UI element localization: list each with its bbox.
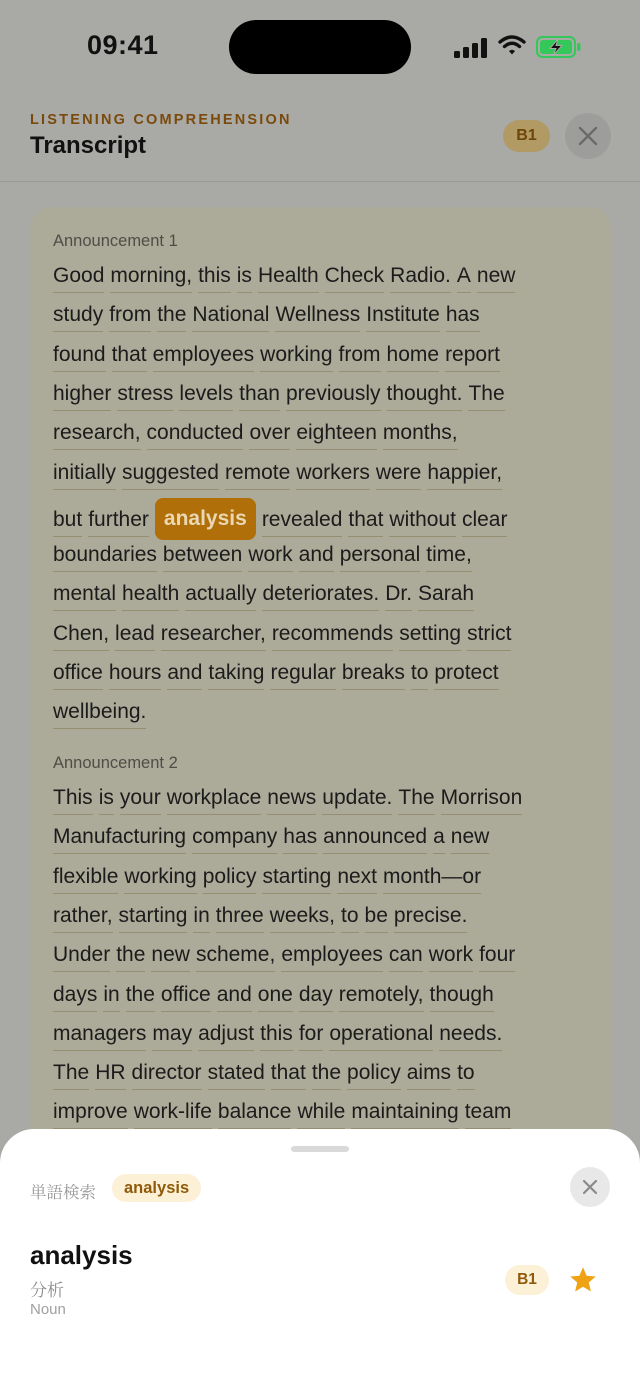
transcript-word[interactable]: work-life: [134, 1099, 212, 1129]
transcript-word[interactable]: stress: [117, 381, 173, 411]
transcript-word[interactable]: and: [299, 542, 334, 572]
transcript-word[interactable]: one: [258, 982, 293, 1012]
transcript-word[interactable]: be: [365, 903, 388, 933]
transcript-word[interactable]: HR: [95, 1060, 125, 1090]
transcript-word[interactable]: working: [124, 864, 196, 894]
transcript-word[interactable]: balance: [218, 1099, 292, 1129]
transcript-word[interactable]: office: [53, 660, 103, 690]
transcript-word[interactable]: suggested: [122, 460, 219, 490]
transcript-word[interactable]: initially: [53, 460, 116, 490]
transcript-word[interactable]: breaks: [342, 660, 405, 690]
transcript-word[interactable]: scheme,: [196, 942, 275, 972]
transcript-word[interactable]: conducted: [147, 420, 244, 450]
word-lookup-sheet: [0, 1129, 640, 1391]
transcript-word[interactable]: home: [387, 342, 440, 372]
transcript-word[interactable]: day: [299, 982, 333, 1012]
transcript-word[interactable]: recommends: [272, 621, 393, 651]
transcript-word[interactable]: rather,: [53, 903, 113, 933]
transcript-word[interactable]: employees: [153, 342, 255, 372]
transcript-word[interactable]: that: [112, 342, 147, 372]
transcript-word[interactable]: boundaries: [53, 542, 157, 572]
transcript-word[interactable]: improve: [53, 1099, 128, 1129]
transcript-word[interactable]: lead: [115, 621, 155, 651]
transcript-word[interactable]: remotely,: [339, 982, 424, 1012]
transcript-line: [53, 499, 513, 529]
transcript-word[interactable]: Health: [258, 263, 319, 293]
transcript-word[interactable]: to: [411, 660, 429, 690]
transcript-word[interactable]: taking: [208, 660, 264, 690]
transcript-line: [53, 1099, 517, 1129]
transcript-line: [53, 542, 478, 572]
transcript-word[interactable]: Institute: [366, 302, 440, 332]
transcript-line: [53, 982, 500, 1012]
close-icon: [581, 1178, 599, 1196]
dynamic-island: [229, 20, 411, 74]
transcript-word[interactable]: team: [465, 1099, 512, 1129]
transcript-word[interactable]: is: [99, 785, 114, 815]
close-button[interactable]: [565, 113, 611, 159]
transcript-word[interactable]: health: [122, 581, 179, 611]
transcript-word[interactable]: clear: [462, 507, 508, 537]
transcript-word[interactable]: office: [161, 982, 211, 1012]
transcript-word[interactable]: next: [337, 864, 377, 894]
transcript-line: [53, 903, 473, 933]
transcript-line: [53, 263, 521, 293]
transcript-word[interactable]: months,: [383, 420, 458, 450]
transcript-word[interactable]: Dr.: [385, 581, 412, 611]
transcript-word[interactable]: four: [479, 942, 515, 972]
transcript-line: [53, 460, 508, 490]
transcript-word[interactable]: update.: [322, 785, 392, 815]
transcript-word[interactable]: the: [312, 1060, 341, 1090]
transcript-word[interactable]: workplace: [167, 785, 262, 815]
status-bar: [0, 0, 640, 95]
transcript-word[interactable]: setting: [399, 621, 461, 651]
transcript-line: [53, 302, 486, 332]
transcript-word[interactable]: and: [167, 660, 202, 690]
transcript-word[interactable]: work: [248, 542, 292, 572]
transcript-line: [53, 824, 495, 854]
transcript-word[interactable]: The: [398, 785, 434, 815]
transcript-line: [53, 1060, 481, 1090]
lookup-word-chip: analysis: [112, 1174, 201, 1202]
transcript-line: [53, 420, 464, 450]
transcript-word[interactable]: happier,: [427, 460, 502, 490]
transcript-word[interactable]: this: [198, 263, 231, 293]
transcript-word[interactable]: flexible: [53, 864, 118, 894]
transcript-word[interactable]: is: [237, 263, 252, 293]
transcript-word[interactable]: National: [192, 302, 269, 332]
transcript-word[interactable]: adjust: [198, 1021, 254, 1051]
transcript-line: [53, 342, 506, 372]
transcript-word[interactable]: the: [157, 302, 186, 332]
level-badge: B1: [503, 120, 550, 152]
transcript-word[interactable]: Manufacturing: [53, 824, 186, 854]
transcript-word[interactable]: higher: [53, 381, 111, 411]
announcement-label: Announcement 1: [53, 232, 178, 250]
announcement-label: Announcement 2: [53, 754, 178, 772]
transcript-word[interactable]: new: [477, 263, 516, 293]
transcript-word[interactable]: The: [53, 1060, 89, 1090]
transcript-word[interactable]: needs.: [439, 1021, 502, 1051]
transcript-word[interactable]: further: [88, 507, 149, 537]
transcript-word[interactable]: announced: [323, 824, 427, 854]
transcript-word[interactable]: operational: [329, 1021, 433, 1051]
transcript-word[interactable]: Chen,: [53, 621, 109, 651]
transcript-word[interactable]: time,: [426, 542, 472, 572]
transcript-line: [53, 1021, 508, 1051]
transcript-word[interactable]: personal: [340, 542, 421, 572]
star-icon[interactable]: [568, 1265, 598, 1295]
transcript-card: [30, 207, 611, 1207]
transcript-word[interactable]: morning,: [110, 263, 192, 293]
transcript-word[interactable]: This: [53, 785, 93, 815]
transcript-word[interactable]: to: [457, 1060, 475, 1090]
transcript-word[interactable]: aims: [407, 1060, 451, 1090]
transcript-word[interactable]: director: [132, 1060, 202, 1090]
screen-header: [0, 95, 640, 182]
transcript-word[interactable]: starting: [119, 903, 188, 933]
transcript-word[interactable]: Under: [53, 942, 110, 972]
transcript-word[interactable]: working: [260, 342, 332, 372]
transcript-word[interactable]: managers: [53, 1021, 146, 1051]
transcript-word[interactable]: Good: [53, 263, 104, 293]
transcript-word[interactable]: Sarah: [418, 581, 474, 611]
transcript-line: [53, 699, 152, 729]
transcript-word[interactable]: may: [152, 1021, 192, 1051]
transcript-line: [53, 660, 505, 690]
transcript-word[interactable]: work: [429, 942, 473, 972]
transcript-word[interactable]: can: [389, 942, 423, 972]
transcript-line: [53, 381, 511, 411]
transcript-word[interactable]: the: [126, 982, 155, 1012]
transcript-word[interactable]: the: [116, 942, 145, 972]
transcript-word[interactable]: were: [376, 460, 422, 490]
transcript-word[interactable]: in: [103, 982, 119, 1012]
transcript-word[interactable]: revealed: [262, 507, 343, 537]
transcript-word[interactable]: and: [217, 982, 252, 1012]
transcript-line: [53, 785, 528, 815]
transcript-word[interactable]: remote: [225, 460, 290, 490]
transcript-word[interactable]: actually: [185, 581, 256, 611]
transcript-line: [53, 942, 521, 972]
transcript-word[interactable]: for: [299, 1021, 324, 1051]
transcript-word[interactable]: in: [193, 903, 209, 933]
transcript-word[interactable]: maintaining: [351, 1099, 458, 1129]
close-icon: [577, 125, 599, 147]
transcript-word[interactable]: without: [389, 507, 456, 537]
transcript-word[interactable]: thought.: [387, 381, 463, 411]
sheet-grabber[interactable]: [291, 1146, 349, 1152]
transcript-word[interactable]: The: [468, 381, 504, 411]
transcript-word[interactable]: policy: [347, 1060, 401, 1090]
transcript-word[interactable]: Wellness: [275, 302, 360, 332]
transcript-word[interactable]: than: [239, 381, 280, 411]
transcript-word[interactable]: though: [430, 982, 494, 1012]
transcript-word[interactable]: days: [53, 982, 97, 1012]
transcript-word[interactable]: over: [249, 420, 290, 450]
transcript-word[interactable]: company: [192, 824, 277, 854]
transcript-word[interactable]: research,: [53, 420, 141, 450]
lookup-word-title: analysis: [30, 1240, 133, 1270]
transcript-word[interactable]: from: [339, 342, 381, 372]
wifi-icon: [498, 34, 526, 56]
transcript-word[interactable]: from: [109, 302, 151, 332]
transcript-word[interactable]: workers: [296, 460, 370, 490]
transcript-word[interactable]: mental: [53, 581, 116, 611]
transcript-word[interactable]: strict: [467, 621, 511, 651]
transcript-word[interactable]: found: [53, 342, 106, 372]
transcript-word[interactable]: employees: [281, 942, 383, 972]
word-level-badge: B1: [505, 1265, 549, 1295]
word-meaning: 分析: [30, 1281, 64, 1300]
transcript-word[interactable]: report: [445, 342, 500, 372]
transcript-word[interactable]: protect: [434, 660, 498, 690]
transcript-word[interactable]: that: [271, 1060, 306, 1090]
transcript-line: [53, 581, 480, 611]
transcript-word[interactable]: new: [451, 824, 490, 854]
transcript-line: [53, 864, 487, 894]
lookup-label: 単語検索: [30, 1184, 96, 1202]
transcript-word[interactable]: between: [163, 542, 242, 572]
transcript-word[interactable]: wellbeing.: [53, 699, 146, 729]
transcript-word[interactable]: levels: [179, 381, 233, 411]
transcript-word[interactable]: your: [120, 785, 161, 815]
transcript-word[interactable]: precise.: [394, 903, 468, 933]
transcript-word[interactable]: news: [267, 785, 316, 815]
transcript-word[interactable]: policy: [203, 864, 257, 894]
transcript-word[interactable]: stated: [208, 1060, 265, 1090]
transcript-word[interactable]: deteriorates.: [262, 581, 379, 611]
transcript-word[interactable]: that: [348, 507, 383, 537]
transcript-word[interactable]: to: [341, 903, 359, 933]
transcript-word[interactable]: three: [216, 903, 264, 933]
transcript-word[interactable]: has: [446, 302, 480, 332]
transcript-word[interactable]: has: [283, 824, 317, 854]
transcript-line: [53, 621, 517, 651]
transcript-word[interactable]: Check: [325, 263, 385, 293]
transcript-word[interactable]: but: [53, 507, 82, 537]
status-time: 09:41: [87, 30, 159, 60]
sheet-close-button[interactable]: [570, 1167, 610, 1207]
transcript-word[interactable]: this: [260, 1021, 293, 1051]
transcript-word[interactable]: weeks,: [270, 903, 335, 933]
battery-charging-icon: [536, 36, 582, 58]
transcript-word[interactable]: new: [151, 942, 190, 972]
transcript-word[interactable]: regular: [270, 660, 335, 690]
transcript-word[interactable]: eighteen: [296, 420, 377, 450]
highlighted-word[interactable]: analysis: [155, 498, 256, 540]
transcript-word[interactable]: Radio.: [390, 263, 451, 293]
transcript-word[interactable]: a: [433, 824, 445, 854]
transcript-word[interactable]: while: [297, 1099, 345, 1129]
transcript-word[interactable]: A: [457, 263, 471, 293]
page-title: Transcript: [30, 132, 147, 159]
transcript-word[interactable]: month—or: [383, 864, 481, 894]
cellular-signal-icon: [454, 36, 488, 58]
transcript-word[interactable]: hours: [109, 660, 162, 690]
transcript-word[interactable]: previously: [286, 381, 381, 411]
transcript-word[interactable]: study: [53, 302, 103, 332]
transcript-word[interactable]: researcher,: [161, 621, 266, 651]
transcript-word[interactable]: starting: [262, 864, 331, 894]
transcript-word[interactable]: Morrison: [441, 785, 523, 815]
part-of-speech: Noun: [30, 1301, 66, 1318]
section-kicker: LISTENING COMPREHENSION: [30, 112, 292, 128]
